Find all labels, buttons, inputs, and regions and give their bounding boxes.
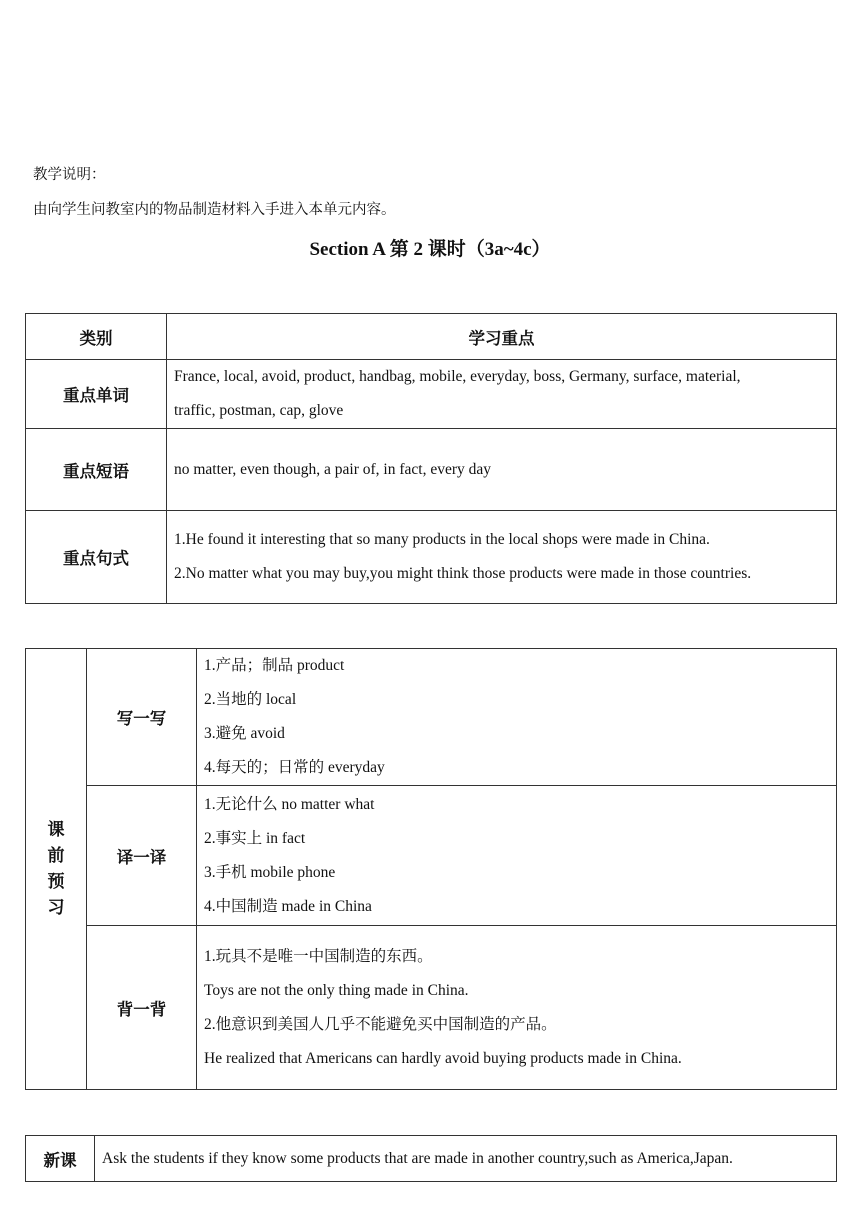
task-recite: 背一背 (87, 926, 197, 1090)
notes-text: 由向学生问教室内的物品制造材料入手进入本单元内容。 (33, 202, 396, 218)
write-line: 4.每天的；日常的 everyday (204, 759, 385, 776)
label-char: 前 (47, 846, 65, 866)
new-lesson-table (25, 1135, 837, 1182)
write-line: 3.避免 avoid (204, 725, 285, 742)
write-content (197, 649, 837, 786)
recite-line: He realized that Americans can hardly avoid buying products made in China. (204, 1049, 682, 1067)
translate-line: 4.中国制造 made in China (204, 897, 372, 915)
task-write: 写一写 (87, 649, 197, 786)
category-sentences: 重点句式 (26, 511, 167, 604)
translate-content (197, 786, 837, 926)
label-char: 预 (47, 872, 65, 892)
recite-content (197, 926, 837, 1090)
write-line: 1.产品；制品 product (204, 657, 345, 674)
translate-line: 1.无论什么 no matter what (204, 795, 375, 813)
sentence-line: 1.He found it interesting that so many products in the local shops were made in China. (174, 531, 710, 548)
preview-section-label (26, 649, 87, 1090)
notes-heading: 教学说明： (33, 167, 106, 183)
words-content (167, 360, 837, 429)
new-lesson-text: Ask the students if they know some products that are made in another country,such as America,Japan. (95, 1136, 837, 1182)
translate-line: 3.手机 mobile phone (204, 863, 336, 881)
task-translate: 译一译 (87, 786, 197, 926)
words-line: France, local, avoid, product, handbag, mobile, everyday, boss, Germany, surface, material, (174, 368, 741, 385)
new-lesson-label: 新课 (26, 1136, 95, 1182)
header-category: 类别 (26, 314, 167, 360)
header-focus: 学习重点 (167, 314, 837, 360)
category-phrases: 重点短语 (26, 429, 167, 511)
recite-line: 1.玩具不是唯一中国制造的东西。 (204, 947, 433, 965)
sentences-content (167, 511, 837, 604)
recite-line: 2.他意识到美国人几乎不能避免买中国制造的产品。 (204, 1015, 557, 1033)
phrases-line: no matter, even though, a pair of, in fact, every day (174, 460, 492, 478)
focus-table (25, 313, 837, 604)
label-char: 习 (47, 898, 65, 918)
label-char: 课 (47, 820, 65, 840)
sentence-line: 2.No matter what you may buy,you might think those products were made in those countries. (174, 565, 752, 582)
lesson-title: Section A 第 2 课时（3a~4c） (309, 239, 551, 260)
phrases-content (167, 429, 837, 511)
write-line: 2.当地的 local (204, 691, 297, 708)
category-words: 重点单词 (26, 360, 167, 429)
recite-line: Toys are not the only thing made in China. (204, 981, 469, 999)
preview-table (25, 648, 837, 1090)
words-line: traffic, postman, cap, glove (174, 402, 344, 419)
translate-line: 2.事实上 in fact (204, 829, 306, 847)
